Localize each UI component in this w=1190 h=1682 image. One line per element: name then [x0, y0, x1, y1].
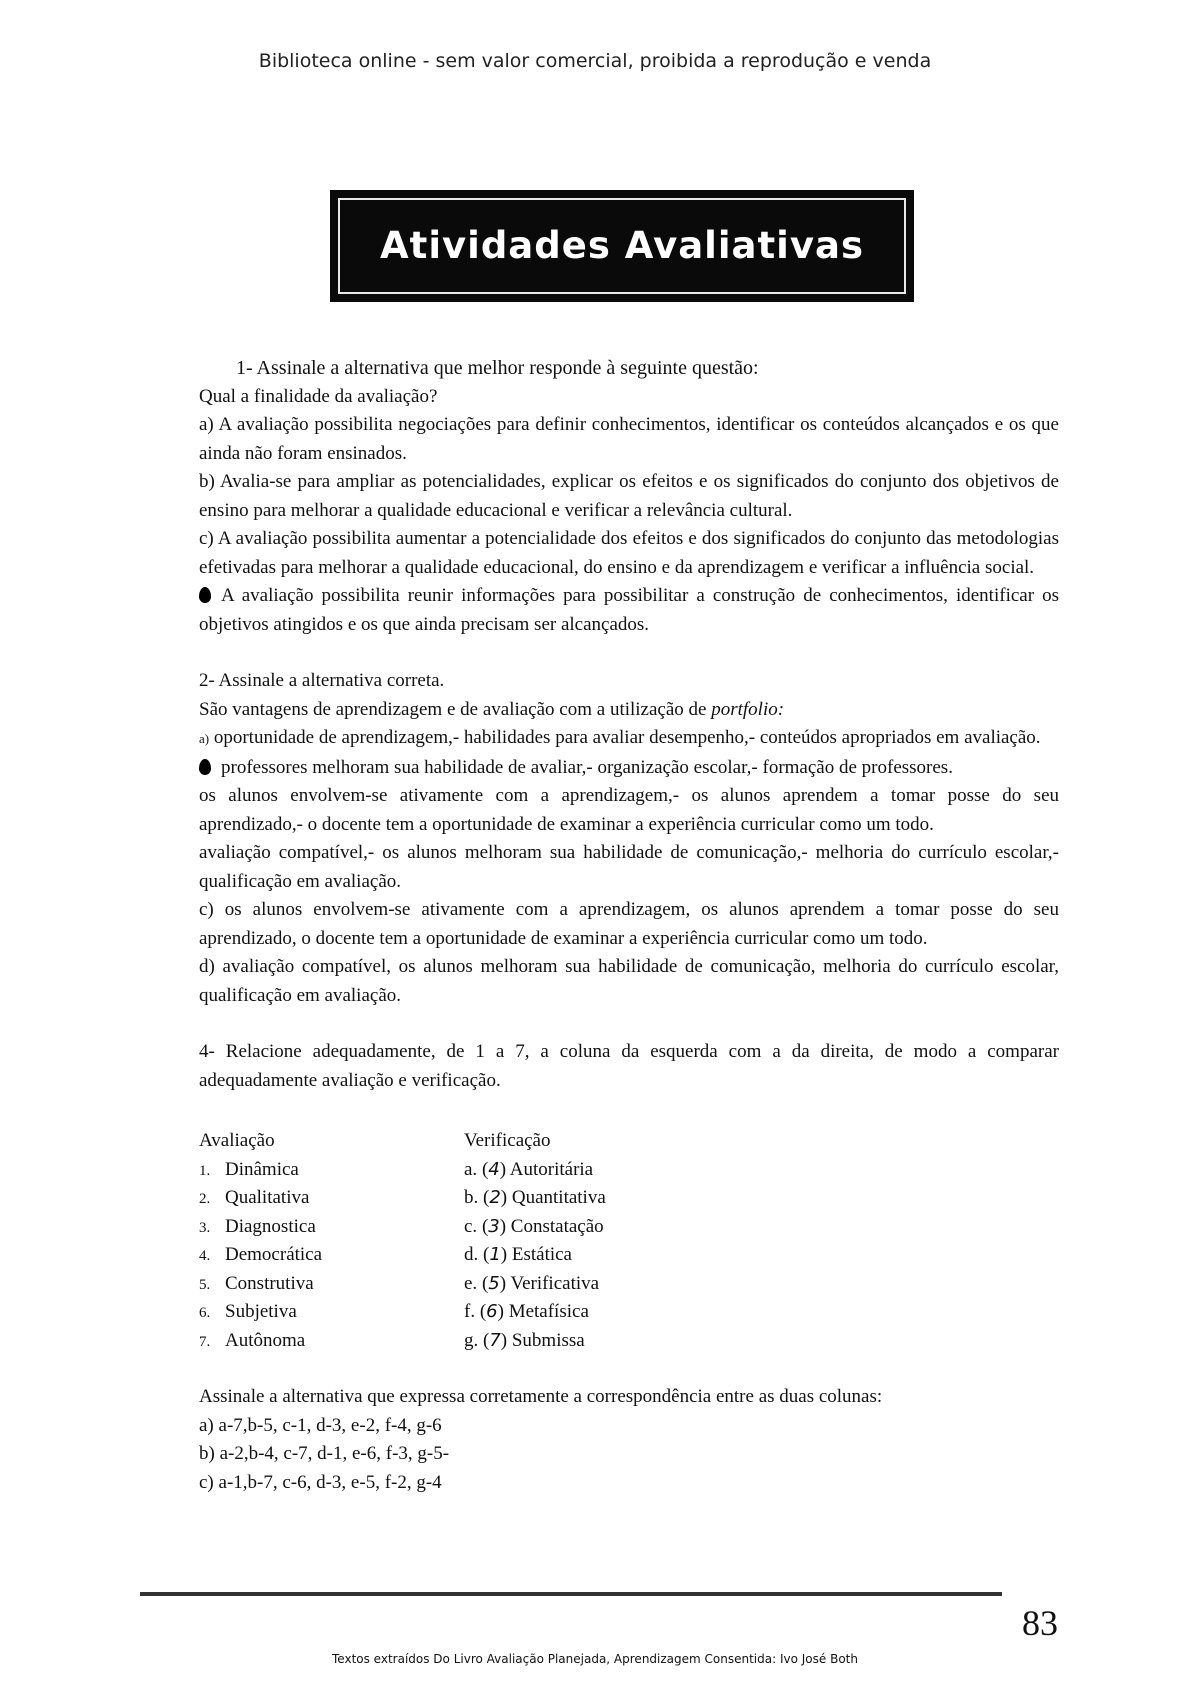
- q2-option-c: c) os alunos envolvem-se ativamente com a aprendizagem, os alunos aprendem a tomar posse do seu aprendizado, o docente tem a oportunidade de examinar a experiência curricular como um todo.: [199, 899, 1059, 949]
- q2-option-a-text: oportunidade de aprendizagem,- habilidades para avaliar desempenho,- conteúdos apropriados em avaliação.: [213, 727, 1041, 748]
- q1-title: 1- Assinale a alternativa que melhor responde à seguinte questão:: [236, 357, 759, 379]
- right-column: [464, 1127, 864, 1355]
- q2-option-marked-text: professores melhoram sua habilidade de avaliar,- organização escolar,- formação de professores.: [221, 756, 953, 778]
- q2-option-a-label: a): [199, 731, 210, 746]
- q2-intro-text: São vantagens de aprendizagem e de avaliação com a utilização de: [199, 698, 707, 720]
- q4-prompt: Assinale a alternativa que expressa corretamente a correspondência entre as duas colunas:: [199, 1386, 883, 1407]
- q1-question: Qual a finalidade da avaliação?: [199, 385, 438, 407]
- q2-title: 2- Assinale a alternativa correta.: [199, 670, 445, 691]
- page-number: 83: [1022, 1603, 1058, 1643]
- left-column: [199, 1127, 464, 1355]
- q2-intro: [199, 696, 1059, 725]
- filled-bullet-icon: [199, 587, 211, 603]
- handwritten-answer: 6: [486, 1301, 498, 1322]
- q4-option-b: b) a-2,b-4, c-7, d-1, e-6, f-3, g-5-: [199, 1443, 450, 1464]
- q1-option-marked-text: A avaliação possibilita reunir informações para possibilitar a construção de conhecimentos, identificar os objetivos atingidos e os que ainda precisam ser alcançados.: [199, 585, 1059, 635]
- left-item: 5. Construtiva: [199, 1272, 314, 1294]
- q2-option-a: [199, 724, 1059, 754]
- q4-option-c: c) a-1,b-7, c-6, d-3, e-5, f-2, g-4: [199, 1471, 442, 1493]
- handwritten-answer: 1: [489, 1244, 501, 1265]
- left-item: 6. Subjetiva: [199, 1301, 297, 1322]
- left-item: 3. Diagnostica: [199, 1215, 316, 1237]
- filled-bullet-icon: [199, 759, 211, 775]
- page-footer: Textos extraídos Do Livro Avaliação Planejada, Aprendizagem Consentida: Ivo José Both: [332, 1652, 858, 1666]
- left-item: 4. Democrática: [199, 1244, 323, 1265]
- right-item: f. (6) Metafísica: [464, 1301, 589, 1322]
- q1-option-a: a) A avaliação possibilita negociações para definir conhecimentos, identificar os conteúdos alcançados e os que ainda não foram ensinados.: [199, 414, 1059, 464]
- q2-line-2: os alunos envolvem-se ativamente com a aprendizagem,- os alunos aprendem a tomar posse do seu aprendizado,- o docente tem a oportunidade de examinar a experiência curricular como um todo.: [199, 785, 1059, 835]
- right-item: c. (3) Constatação: [464, 1215, 604, 1237]
- page-header: Biblioteca online - sem valor comercial, proibida a reprodução e venda: [258, 50, 932, 72]
- handwritten-answer: 4: [488, 1158, 500, 1180]
- q2-intro-italic: portfolio:: [711, 698, 785, 720]
- page-title: Atividades Avaliativas: [380, 224, 864, 267]
- left-item: 7. Autônoma: [199, 1329, 306, 1351]
- matching-columns: [199, 1127, 1059, 1355]
- right-item: a. (4) Autoritária: [464, 1158, 594, 1180]
- title-banner: [330, 190, 914, 302]
- q2-line-3: avaliação compatível,- os alunos melhoram sua habilidade de comunicação,- melhoria do currículo escolar,- qualificação em avaliação.: [199, 842, 1059, 892]
- left-column-header: Avaliação: [199, 1130, 275, 1151]
- content: [199, 354, 1059, 1497]
- footer-rule: [140, 1592, 1002, 1596]
- handwritten-answer: 5: [488, 1272, 500, 1294]
- q1-option-c: c) A avaliação possibilita aumentar a potencialidade dos efeitos e dos significados do conjunto das metodologias efetivadas para melhorar a qualidade educacional, do ensino e da aprendizagem e verificar a influência social.: [199, 528, 1059, 578]
- q1-option-b: b) Avalia-se para ampliar as potencialidades, explicar os efeitos e os significados do conjunto dos objetivos de ensino para melhorar a qualidade educacional e verificar a relevância cultural.: [199, 471, 1059, 521]
- right-item: b. (2) Quantitativa: [464, 1187, 606, 1208]
- left-item: 2. Qualitativa: [199, 1187, 310, 1208]
- q2-option-marked: [199, 754, 1059, 783]
- right-item: g. (7) Submissa: [464, 1329, 585, 1351]
- q4-title: 4- Relacione adequadamente, de 1 a 7, a coluna da esquerda com a da direita, de modo a comparar adequadamente avaliação e verificação.: [199, 1041, 1059, 1091]
- handwritten-answer: 2: [489, 1187, 501, 1208]
- handwritten-answer: 7: [489, 1329, 501, 1351]
- handwritten-answer: 3: [488, 1215, 500, 1237]
- right-column-header: Verificação: [464, 1130, 551, 1151]
- right-item: e. (5) Verificativa: [464, 1272, 600, 1294]
- left-item: 1. Dinâmica: [199, 1158, 299, 1180]
- right-item: d. (1) Estática: [464, 1244, 572, 1265]
- q2-option-d: d) avaliação compatível, os alunos melhoram sua habilidade de comunicação, melhoria do currículo escolar, qualificação em avaliação.: [199, 956, 1059, 1006]
- q4-option-a: a) a-7,b-5, c-1, d-3, e-2, f-4, g-6: [199, 1414, 442, 1436]
- q1-option-marked: [199, 582, 1059, 639]
